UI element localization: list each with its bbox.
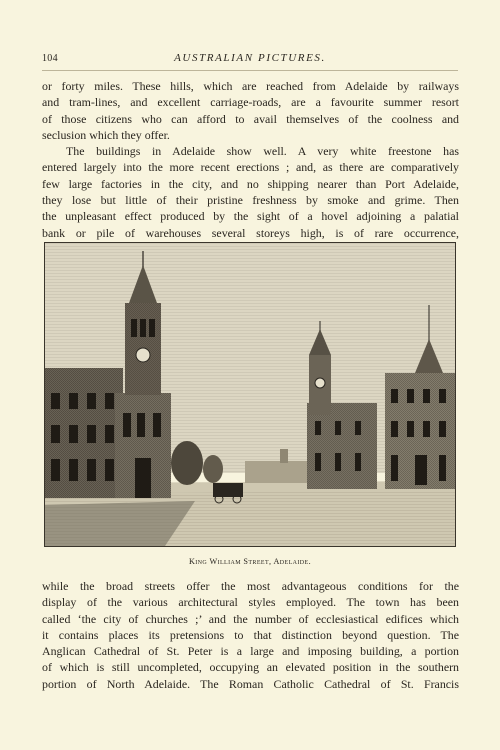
body-text-top <box>42 78 459 241</box>
text-line: while the broad streets offer the most advantageous conditions for the <box>42 579 459 593</box>
text-line: Anglican Cathedral of St. Peter is a large and imposing building, a portion <box>42 644 459 659</box>
text-line: The buildings in Adelaide show well. A very white freestone has <box>66 144 459 159</box>
figure-caption: King William Street, Adelaide. <box>188 557 312 566</box>
text-line: entered largely into the more recent erections ; and, as there are comparatively <box>42 160 459 175</box>
text-line: it contains places its pretensions to that distinction beyond question. The <box>42 627 459 642</box>
text-line: they lose but little of their pristine freshness by smoke and grime. Then <box>42 193 459 208</box>
tree <box>171 441 203 485</box>
text-line: of which is still uncompleted, occupying an elevated position in the southern <box>42 660 459 675</box>
street-illustration <box>44 242 456 547</box>
text-line: seclusion which they offer. <box>42 127 170 142</box>
clock-face <box>136 348 150 362</box>
text-line: display of the various architectural styles employed. The town has been <box>42 595 459 610</box>
engraving-image <box>45 243 455 546</box>
text-line: of those citizens who can afford to avail themselves of the coolness and <box>42 111 459 126</box>
text-line: called ‘the city of churches ;’ and the number of ecclesiastical edifices which <box>42 611 459 626</box>
text-line: few large factories in the city, and no shipping nearer than Port Adelaide, <box>42 176 459 191</box>
text-line: and tram-lines, and excellent carriage-roads, are a favourite summer resort <box>42 95 459 110</box>
header-rule <box>42 70 458 71</box>
text-line: portion of North Adelaide. The Roman Catholic Cathedral of St. Francis <box>42 676 459 691</box>
text-line: bank or pile of warehouses several storeys high, is of rare occurrence, <box>42 225 459 240</box>
running-head: AUSTRALIAN PICTURES. <box>174 52 326 64</box>
text-line: the unpleasant effect produced by the sight of a hovel adjoining a palatial <box>42 209 459 224</box>
body-text-bottom <box>42 578 459 692</box>
page-number: 104 <box>42 53 58 64</box>
text-line: or forty miles. These hills, which are reached from Adelaide by railways <box>42 79 459 93</box>
